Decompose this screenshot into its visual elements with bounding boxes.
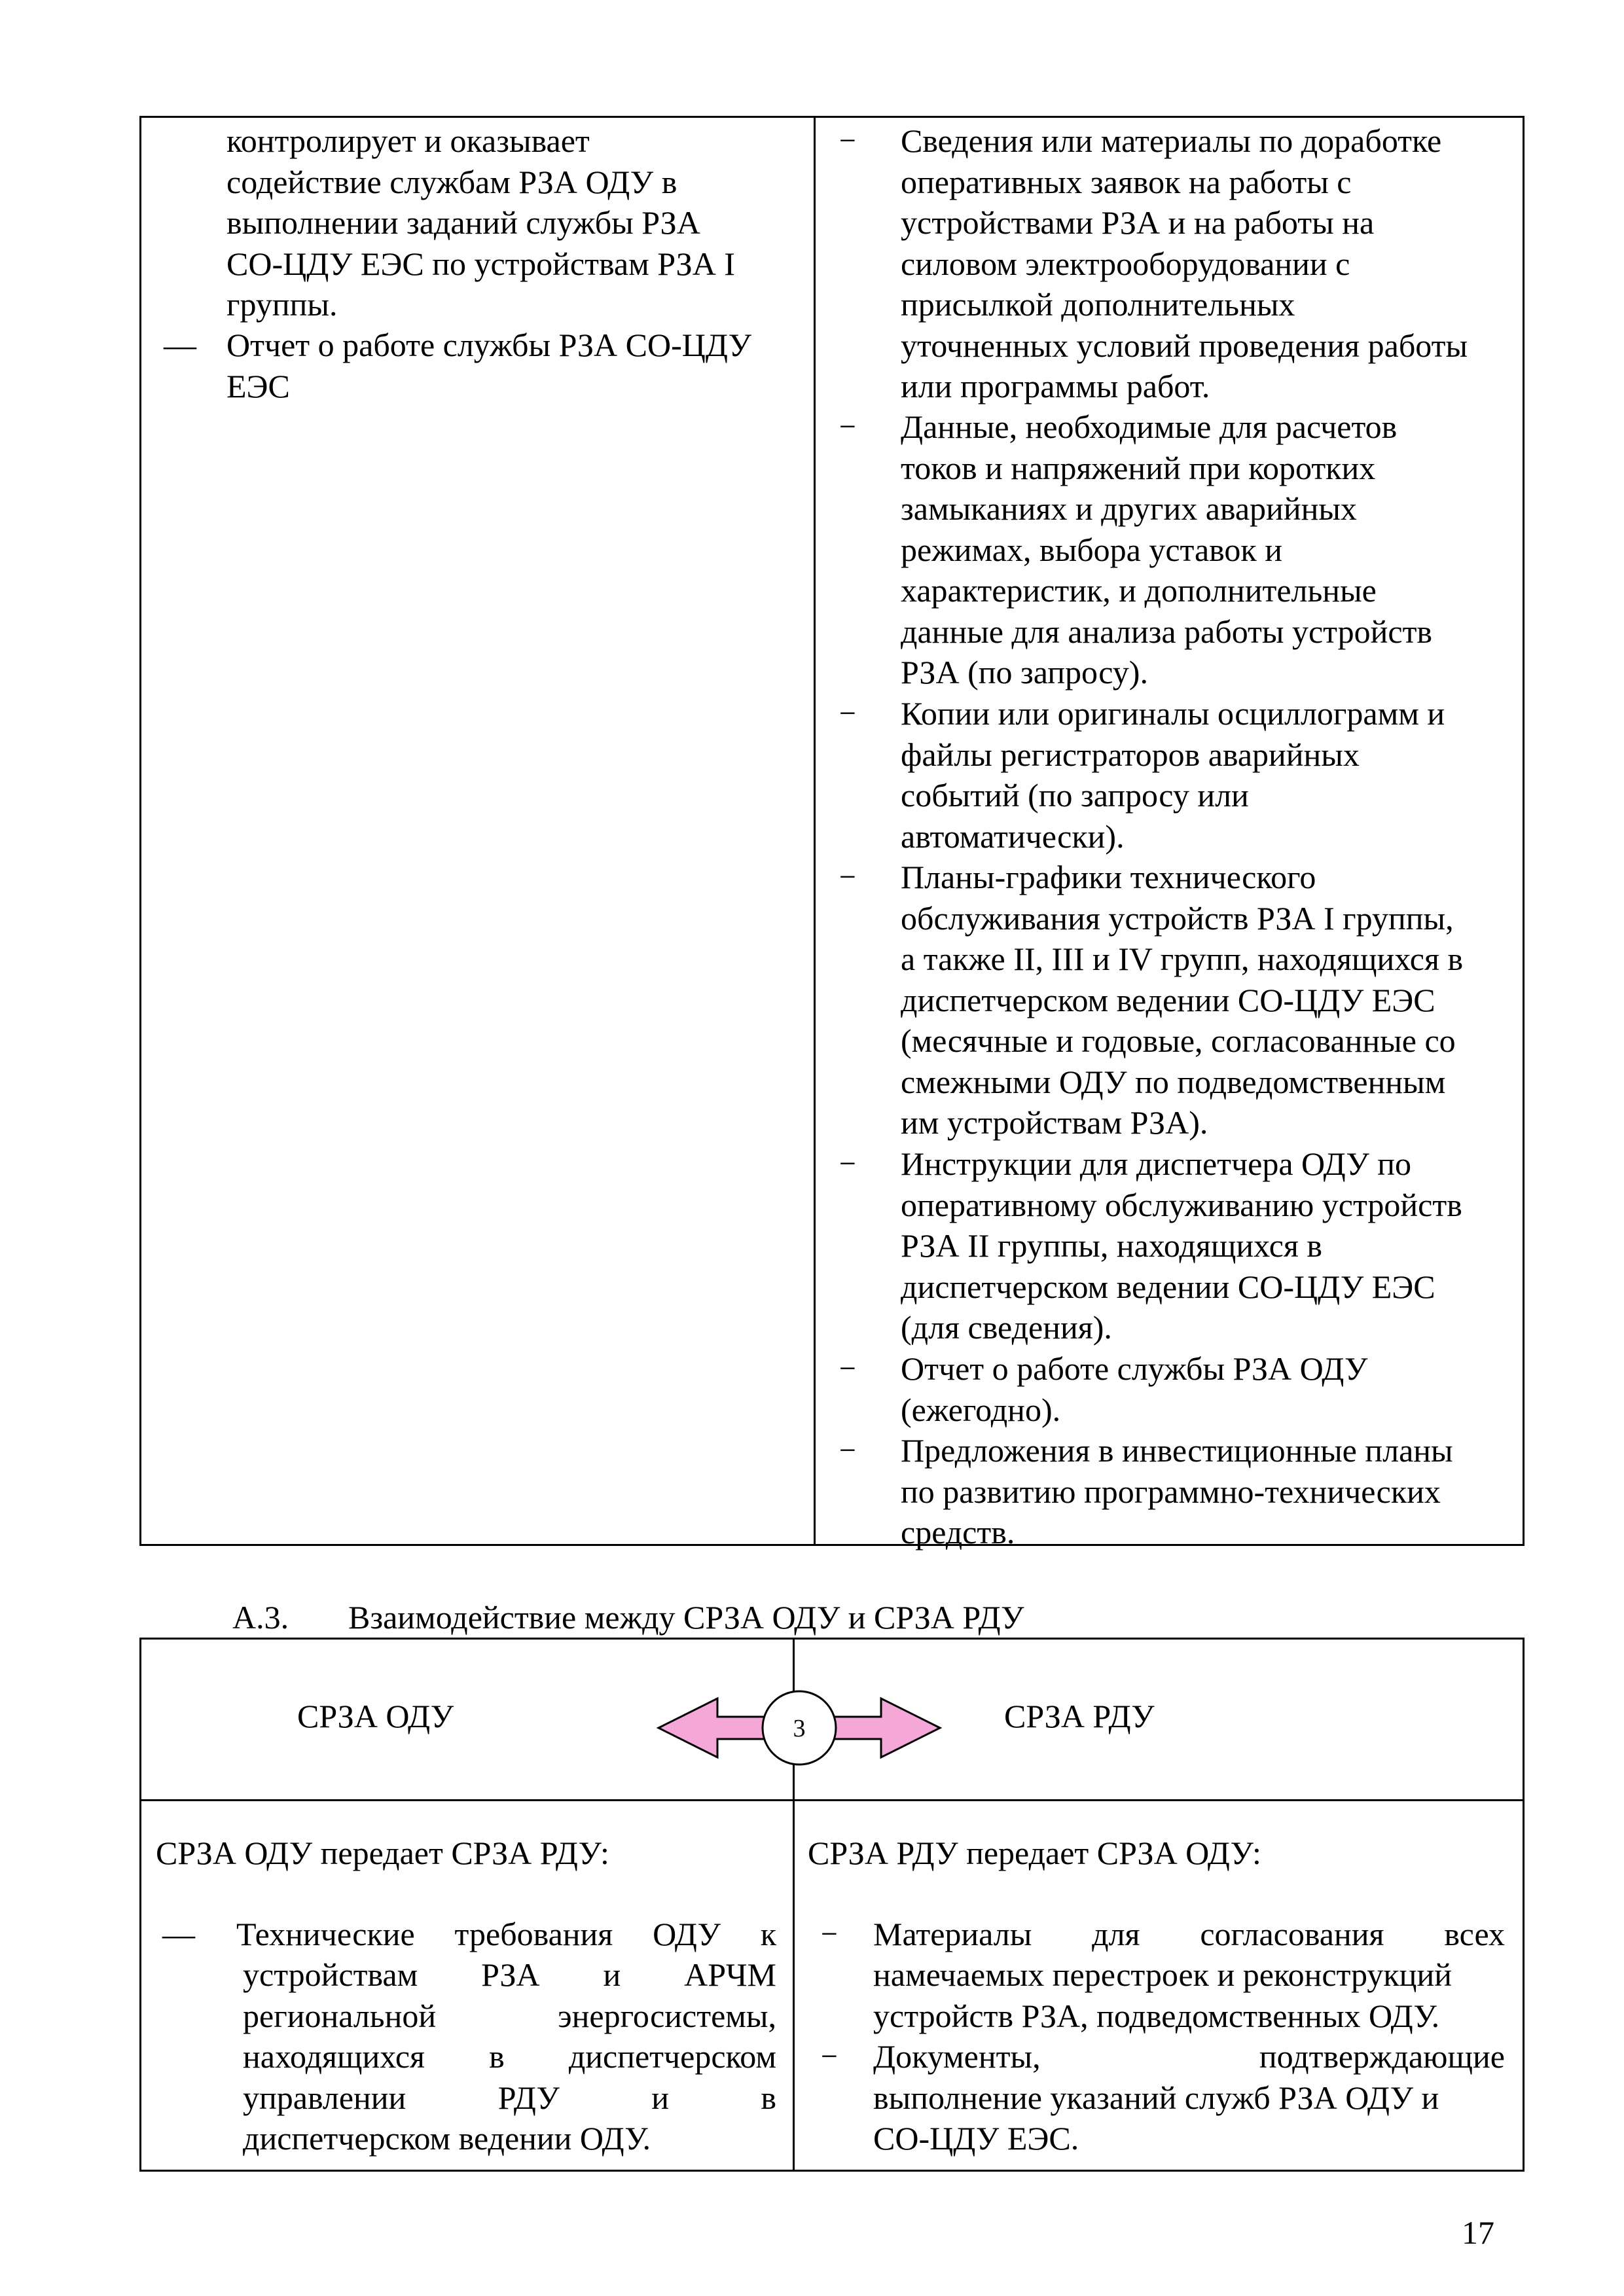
text-line: устройствами РЗА и на работы на <box>901 204 1375 241</box>
text-line: Копии или оригиналы осциллограмм и <box>901 695 1445 732</box>
section-number: А.3. <box>232 1599 289 1636</box>
page-number: 17 <box>1462 2214 1494 2251</box>
text-line: находящихся в диспетчерском <box>243 2038 776 2075</box>
text-line: устройствам РЗА и АРЧМ <box>243 1956 776 1993</box>
bidirectional-arrow-diagram <box>652 1679 947 1777</box>
cell-lead: СРЗА РДУ передает СРЗА ОДУ: <box>808 1835 1261 1871</box>
text-line: оперативному обслуживанию устройств <box>901 1186 1462 1223</box>
text-line: токов и напряжений при коротких <box>901 449 1376 486</box>
text-line: присылкой дополнительных <box>901 286 1295 323</box>
left-arrow-icon <box>659 1698 770 1757</box>
text-line: смежными ОДУ по подведомственным <box>901 1063 1446 1100</box>
dash-bullet: — <box>164 327 196 363</box>
text-line: выполнении заданий службы РЗА <box>226 204 700 241</box>
text-line: СО-ЦДУ ЕЭС по устройствам РЗА I <box>226 245 735 282</box>
text-line: файлы регистраторов аварийных <box>901 736 1360 773</box>
text-line: автоматически). <box>901 817 1125 855</box>
text-line: (месячные и годовые, согласованные со <box>901 1022 1456 1059</box>
text-line: Технические требования ОДУ к <box>236 1916 776 1952</box>
row-divider <box>141 1799 1523 1801</box>
text-line: оперативных заявок на работы с <box>901 163 1352 200</box>
section-title: Взаимодействие между СРЗА ОДУ и СРЗА РДУ <box>348 1599 1024 1636</box>
dash-bullet: − <box>821 1917 838 1950</box>
text-line: РЗА II группы, находящихся в <box>901 1227 1322 1264</box>
text-line: силовом электрооборудовании с <box>901 245 1350 282</box>
dash-bullet: − <box>839 1433 856 1467</box>
text-line: Сведения или материалы по доработке <box>901 122 1442 159</box>
text-line: по развитию программно-технических <box>901 1473 1441 1510</box>
text-line: содействие службам РЗА ОДУ в <box>226 163 677 200</box>
text-line: режимах, выбора уставок и <box>901 531 1282 568</box>
right-arrow-icon <box>829 1698 940 1757</box>
text-line: диспетчерском ведении СО-ЦДУ ЕЭС <box>901 981 1435 1018</box>
text-line: Предложения в инвестиционные планы <box>901 1432 1453 1469</box>
text-line: (для сведения). <box>901 1309 1112 1346</box>
dash-bullet: − <box>839 860 856 893</box>
text-line: группы. <box>226 286 338 323</box>
dash-bullet: — <box>162 1916 195 1952</box>
dash-bullet: − <box>839 1147 856 1180</box>
responsibilities-table <box>139 116 1525 1551</box>
column-divider <box>814 118 816 1544</box>
text-line: Документы, подтверждающие <box>873 2038 1505 2075</box>
text-line: (ежегодно). <box>901 1391 1061 1428</box>
dash-bullet: − <box>839 1352 856 1385</box>
text-line: диспетчерском ведении СО-ЦДУ ЕЭС <box>901 1268 1435 1305</box>
text-line: Данные, необходимые для расчетов <box>901 408 1398 445</box>
text-line: обслуживания устройств РЗА I группы, <box>901 899 1454 937</box>
text-line: уточненных условий проведения работы <box>901 327 1468 364</box>
text-line: диспетчерском ведении ОДУ. <box>243 2120 651 2157</box>
text-line: замыканиях и других аварийных <box>901 490 1357 527</box>
text-line: или программы работ. <box>901 368 1210 404</box>
text-line: а также II, III и IV групп, находящихся в <box>901 941 1464 977</box>
header-odu: СРЗА ОДУ <box>297 1698 454 1734</box>
continuation-text <box>226 120 796 325</box>
text-line: устройств РЗА, подведомственных ОДУ. <box>873 1998 1440 2034</box>
text-line: СО-ЦДУ ЕЭС. <box>873 2120 1079 2157</box>
cell-lead: СРЗА ОДУ передает СРЗА РДУ: <box>156 1835 609 1871</box>
text-line: Инструкции для диспетчера ОДУ по <box>901 1145 1412 1182</box>
dash-bullet: − <box>839 124 856 157</box>
text-line: контролирует и оказывает <box>226 122 590 159</box>
flow-number-label: 3 <box>793 1715 806 1742</box>
text-line: ЕЭС <box>226 367 290 404</box>
text-line: Отчет о работе службы РЗА СО-ЦДУ <box>226 327 751 363</box>
text-line: Отчет о работе службы РЗА ОДУ <box>901 1350 1368 1387</box>
text-line: управлении РДУ и в <box>243 2079 776 2116</box>
text-line: им устройствам РЗА). <box>901 1104 1208 1141</box>
text-line: намечаемых перестроек и реконструкций <box>873 1956 1452 1993</box>
text-line: событий (по запросу или <box>901 777 1249 814</box>
header-rdu: СРЗА РДУ <box>1004 1698 1155 1734</box>
text-line: выполнение указаний служб РЗА ОДУ и <box>873 2079 1439 2116</box>
interaction-table <box>139 1638 1525 2172</box>
text-line: РЗА (по запросу). <box>901 654 1148 691</box>
text-line: характеристик, и дополнительные <box>901 572 1377 609</box>
dash-bullet: − <box>821 2039 838 2073</box>
text-line: средств. <box>901 1514 1015 1551</box>
text-line: Планы-графики технического <box>901 859 1316 895</box>
dash-bullet: − <box>839 410 856 443</box>
text-line: данные для анализа работы устройств <box>901 613 1433 650</box>
text-line: Материалы для согласования всех <box>873 1916 1505 1952</box>
text-line: региональной энергосистемы, <box>243 1998 776 2034</box>
dash-bullet: − <box>839 696 856 730</box>
